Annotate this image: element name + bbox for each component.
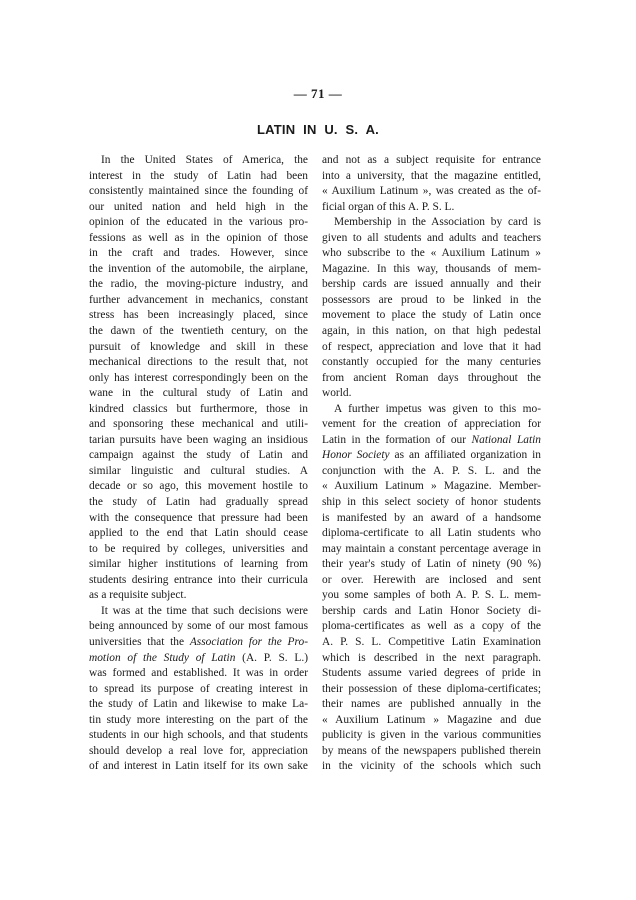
text-line: in the craft and trades. However, since bbox=[89, 247, 308, 260]
text-line: applied to the end that Latin should cease bbox=[89, 527, 308, 540]
text-line: of respect, appreciation and love that it had bbox=[322, 340, 541, 353]
honor-society-italic: Honor Society bbox=[322, 449, 390, 462]
text-line: interest in the study of Latin had been bbox=[89, 169, 308, 182]
text-line: possessors are proud to be linked in the bbox=[322, 293, 541, 306]
paragraph-1 bbox=[89, 153, 308, 604]
text-line: students desiring entrance into their curricula bbox=[89, 573, 308, 586]
paragraph-2 bbox=[89, 604, 308, 775]
text-line: mechanical directions to the result that, not bbox=[89, 356, 308, 369]
text-line: may maintain a constant percentage average in bbox=[322, 542, 541, 555]
text-line: is manifested by an award of a handsome bbox=[322, 511, 541, 524]
text-fragment: as an affiliated organization in bbox=[389, 449, 541, 462]
text-line: being announced by some of our most famous bbox=[89, 620, 308, 633]
text-line: further advancement in mechanics, constant bbox=[89, 293, 308, 306]
text-line: was formed and established. It was in order bbox=[89, 667, 308, 680]
text-line: ploma-certificates as well as a copy of the bbox=[322, 620, 541, 633]
text-line: the study of Latin had gradually spread bbox=[89, 496, 308, 509]
text-line: Magazine. In this way, thousands of mem- bbox=[322, 262, 541, 275]
text-line: only has interest correspondingly been on the bbox=[89, 371, 308, 384]
text-line: bership cards and Latin Honor Society di- bbox=[322, 604, 541, 617]
text-line: Students assume varied degrees of pride in bbox=[322, 667, 541, 680]
text-line: pursuit of knowledge and skill in these bbox=[89, 340, 308, 353]
text-line: In the United States of America, the bbox=[101, 154, 308, 166]
text-line: the dawn of the twentieth century, on the bbox=[89, 325, 308, 338]
text-line: campaign against the study of Latin and bbox=[89, 449, 308, 462]
text-line: the invention of the automobile, the airplane, bbox=[89, 262, 308, 275]
honor-society-italic: National Latin bbox=[471, 433, 541, 446]
text-line: and not as a subject requisite for entrance bbox=[322, 154, 541, 166]
text-line: with the consequence that pressure had been bbox=[89, 511, 308, 524]
text-line: bership cards are issued annually and their bbox=[322, 278, 541, 291]
text-line: their year's study of Latin of ninety (90 %) bbox=[322, 558, 541, 571]
text-line: which is described in the next paragraph. bbox=[322, 651, 541, 664]
text-line: It was at the time that such decisions were bbox=[101, 604, 308, 617]
text-line: stress has been increasingly placed, since bbox=[89, 309, 308, 322]
text-fragment: universities that the bbox=[89, 635, 190, 648]
text-line: decade or so ago, this movement hostile to bbox=[89, 480, 308, 493]
text-line: should develop a real love for, appreciation bbox=[89, 744, 308, 757]
text-line: similar linguistic and cultural studies. A bbox=[89, 464, 308, 477]
paragraph-4 bbox=[322, 215, 541, 402]
text-line: A. P. S. L. Competitive Latin Examination bbox=[322, 635, 541, 648]
text-line: « Auxilium Latinum » Magazine. Member- bbox=[322, 480, 541, 493]
text-line: to be required by colleges, universities and bbox=[89, 542, 308, 555]
text-line: tarian pursuits have been waging an insidious bbox=[89, 433, 308, 446]
text-line: A further impetus was given to this mo- bbox=[334, 402, 541, 415]
text-line: opinion of the educated in the various pro- bbox=[89, 216, 308, 229]
page-number: — 71 — bbox=[293, 86, 343, 101]
text-line: « Auxilium Latinum » Magazine and due bbox=[322, 713, 541, 726]
paragraph-5 bbox=[322, 402, 541, 775]
text-line: similar higher institutions of learning from bbox=[89, 558, 308, 571]
text-line: or over. Herewith are inclosed and sent bbox=[322, 573, 541, 586]
text-line bbox=[322, 433, 541, 449]
text-line: again, in this nation, on that high pedestal bbox=[322, 325, 541, 338]
text-line: wane in the cultural study of Latin and bbox=[89, 387, 308, 400]
text-line: students in our high schools, and that students bbox=[89, 729, 308, 742]
article-title: LATIN IN U. S. A. bbox=[257, 122, 379, 137]
association-name-italic: motion of the Study of Latin bbox=[89, 651, 236, 664]
text-fragment: (A. P. S. L.) bbox=[235, 651, 308, 664]
text-line: fessions as well as in the opinion of those bbox=[89, 231, 308, 244]
association-name-italic: Association for the Pro- bbox=[189, 635, 308, 648]
text-line: world. bbox=[322, 387, 352, 400]
text-line: the study of Latin and likewise to make La- bbox=[89, 698, 308, 711]
text-line: diploma-certificate to all Latin students who bbox=[322, 527, 541, 540]
right-column bbox=[322, 153, 541, 775]
text-line: publicity is given in the various communities bbox=[322, 729, 541, 742]
text-line: you some samples of both A. P. S. L. mem- bbox=[322, 589, 541, 602]
text-line: movement to place the study of Latin once bbox=[322, 309, 541, 322]
text-line: of and interest in Latin itself for its own sake bbox=[89, 760, 308, 773]
text-line: by means of the newspapers published therein bbox=[322, 744, 541, 757]
text-line: consistently maintained since the founding of bbox=[89, 185, 308, 198]
text-line: in the vicinity of the schools which such bbox=[322, 760, 541, 773]
text-line: Membership in the Association by card is bbox=[334, 216, 541, 229]
text-fragment: Latin in the formation of our bbox=[322, 433, 472, 446]
text-line: into a university, that the magazine entitled, bbox=[322, 169, 541, 182]
text-line: their names are published annually in the bbox=[322, 698, 541, 711]
text-line: our united nation and held high in the bbox=[89, 200, 308, 213]
paragraph-3 bbox=[322, 153, 541, 215]
text-line: vement for the creation of appreciation for bbox=[322, 418, 541, 431]
left-column bbox=[89, 153, 308, 775]
text-line: ficial organ of this A. P. S. L. bbox=[322, 200, 455, 213]
text-line: to spread its purpose of creating interest in bbox=[89, 682, 308, 695]
text-line: given to all students and adults and teachers bbox=[322, 231, 541, 244]
text-line: as a requisite subject. bbox=[89, 589, 187, 602]
text-line bbox=[89, 635, 308, 651]
text-line: tin study more interesting on the part of the bbox=[89, 713, 308, 726]
text-line: constantly occupied for the many centuries bbox=[322, 356, 541, 369]
text-line: « Auxilium Latinum », was created as the of- bbox=[322, 185, 541, 198]
text-line: their possession of these diploma-certificates; bbox=[322, 682, 541, 695]
text-line: from ancient Roman days throughout the bbox=[322, 371, 541, 384]
text-line: conjunction with the A. P. S. L. and the bbox=[322, 464, 541, 477]
text-line: ship in this select society of honor students bbox=[322, 496, 541, 509]
text-line: and sponsoring these mechanical and utili- bbox=[89, 418, 308, 431]
text-line bbox=[322, 448, 541, 464]
text-line: who subscribe to the « Auxilium Latinum » bbox=[322, 247, 541, 260]
text-line bbox=[89, 651, 308, 667]
text-line: kindred classics but furthermore, those in bbox=[89, 402, 308, 415]
text-line: the radio, the moving-picture industry, and bbox=[89, 278, 308, 291]
